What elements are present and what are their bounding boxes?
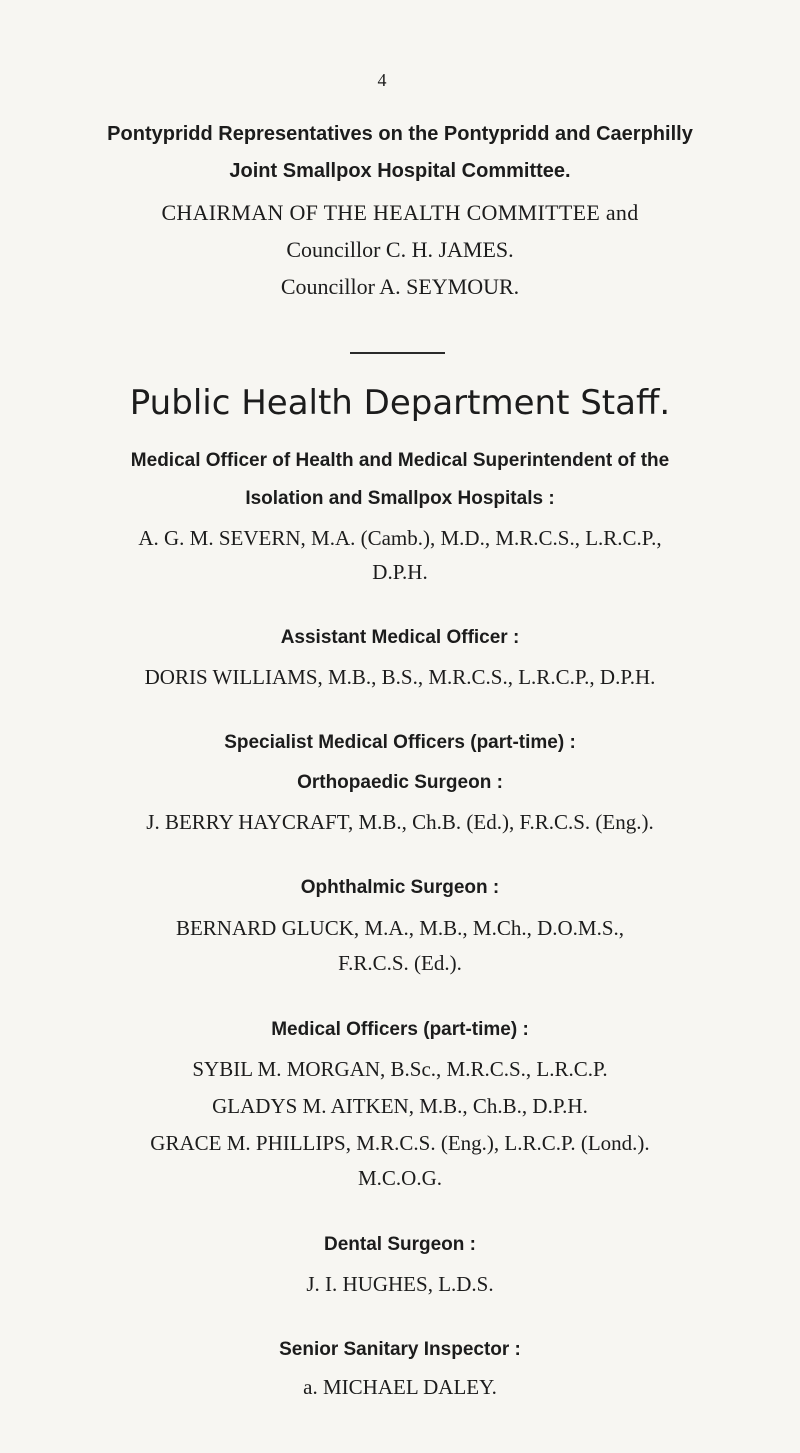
- staff-name: F.R.C.S. (Ed.).: [338, 951, 462, 975]
- section-divider: [350, 352, 445, 354]
- staff-name: M.C.O.G.: [357, 1166, 442, 1190]
- staff-name: a. MICHAEL DALEY.: [303, 1375, 497, 1399]
- role-label: Dental Surgeon :: [323, 1234, 476, 1255]
- staff-name: D.P.H.: [372, 560, 428, 584]
- staff-name: J. I. HUGHES, L.D.S.: [306, 1272, 494, 1296]
- staff-name: A. G. M. SEVERN, M.A. (Camb.), M.D., M.R.C.S., L.R.C.P.,: [138, 526, 662, 550]
- role-label: Medical Officers (part-time) :: [271, 1019, 529, 1040]
- representatives-heading-line1: Pontypridd Representatives on the Pontypridd and Caerphilly: [107, 123, 693, 145]
- role-label: Medical Officer of Health and Medical Superintendent of the: [130, 450, 670, 471]
- staff-name: BERNARD GLUCK, M.A., M.B., M.Ch., D.O.M.S.,: [175, 916, 625, 940]
- staff-name: GRACE M. PHILLIPS, M.R.C.S. (Eng.), L.R.C.P. (Lond.).: [150, 1131, 650, 1155]
- role-label: Specialist Medical Officers (part-time) :: [224, 732, 576, 753]
- committee-member: Councillor C. H. JAMES.: [286, 237, 514, 262]
- representatives-heading-line2: Joint Smallpox Hospital Committee.: [229, 160, 571, 182]
- committee-member: CHAIRMAN OF THE HEALTH COMMITTEE and: [161, 200, 639, 225]
- staff-name: J. BERRY HAYCRAFT, M.B., Ch.B. (Ed.), F.R.C.S. (Eng.).: [146, 810, 654, 834]
- staff-name: GLADYS M. AITKEN, M.B., Ch.B., D.P.H.: [212, 1094, 588, 1118]
- role-label: Ophthalmic Surgeon :: [300, 877, 500, 898]
- role-label: Assistant Medical Officer :: [280, 627, 520, 648]
- role-label: Senior Sanitary Inspector :: [279, 1339, 521, 1360]
- staff-name: SYBIL M. MORGAN, B.Sc., M.R.C.S., L.R.C.P.: [192, 1057, 608, 1081]
- committee-member: Councillor A. SEYMOUR.: [280, 274, 520, 299]
- role-label: Isolation and Smallpox Hospitals :: [245, 488, 555, 509]
- staff-name: DORIS WILLIAMS, M.B., B.S., M.R.C.S., L.R.C.P., D.P.H.: [144, 665, 656, 689]
- page-number: 4: [377, 70, 387, 90]
- role-label: Orthopaedic Surgeon :: [297, 772, 503, 793]
- staff-title: Public Health Department Staff.: [129, 383, 671, 423]
